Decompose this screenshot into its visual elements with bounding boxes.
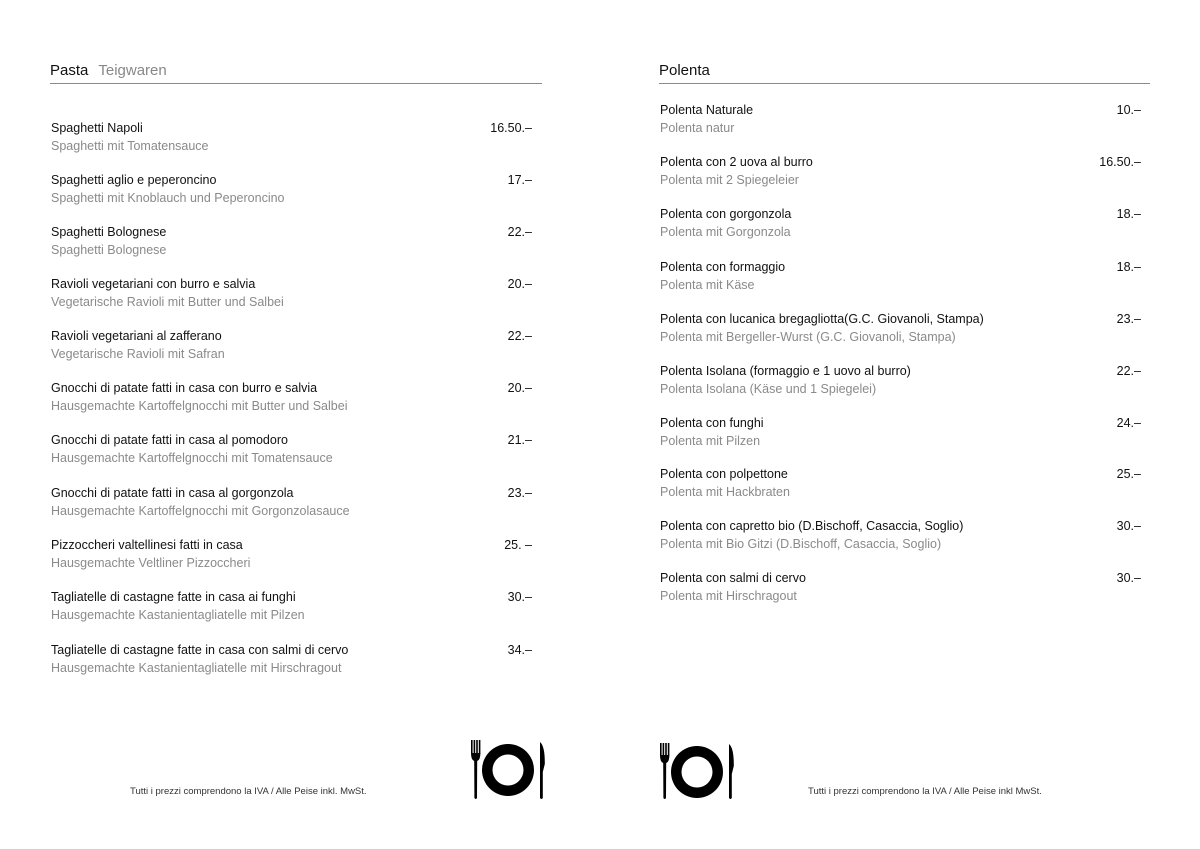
cutlery-plate-icon [659,740,735,800]
item-name: Spaghetti Bolognese [51,225,167,239]
item-price: 16.50.– [1099,155,1141,169]
item-name: Pizzoccheri valtellinesi fatti in casa [51,538,243,552]
item-name: Tagliatelle di castagne fatte in casa ai funghi [51,590,296,604]
vat-note: Tutti i prezzi comprendono la IVA / Alle Peise inkl MwSt. [808,786,1042,797]
menu-item [51,486,542,526]
item-price: 18.– [1116,207,1141,221]
item-name: Polenta con formaggio [660,260,786,274]
item-description: Hausgemachte Veltliner Pizzoccheri [51,556,251,570]
item-price: 24.– [1116,416,1141,430]
item-price: 30.– [1116,519,1141,533]
item-name: Gnocchi di patate fatti in casa al gorgonzola [51,486,294,500]
menu-item [660,519,1150,559]
section-subtitle: Teigwaren [98,62,167,79]
item-description: Polenta mit Bergeller-Wurst (G.C. Giovanoli, Stampa) [660,330,956,344]
item-name: Gnocchi di patate fatti in casa al pomodoro [51,433,288,447]
item-name: Spaghetti Napoli [51,121,143,135]
item-price: 30.– [1116,571,1141,585]
item-price: 18.– [1116,260,1141,274]
menu-item [660,207,1150,247]
item-price: 22.– [507,329,532,343]
item-price: 10.– [1116,103,1141,117]
item-price: 34.– [507,643,532,657]
item-description: Vegetarische Ravioli mit Safran [51,347,225,361]
item-name: Gnocchi di patate fatti in casa con burro e salvia [51,381,318,395]
item-name: Polenta Isolana (formaggio e 1 uovo al burro) [660,364,911,378]
item-price: 23.– [507,486,532,500]
item-description: Polenta Isolana (Käse und 1 Spiegelei) [660,382,877,396]
menu-item [660,571,1150,611]
item-price: 23.– [1116,312,1141,326]
section-title: Polenta [659,62,710,79]
item-price: 25.– [1116,467,1141,481]
item-name: Ravioli vegetariani al zafferano [51,329,222,343]
item-price: 22.– [1116,364,1141,378]
item-name: Ravioli vegetariani con burro e salvia [51,277,256,291]
menu-item [51,225,542,265]
item-price: 20.– [507,381,532,395]
item-name: Polenta con gorgonzola [660,207,792,221]
item-description: Spaghetti mit Tomatensauce [51,139,209,153]
item-description: Polenta natur [660,121,735,135]
item-description: Hausgemachte Kartoffelgnocchi mit Tomatensauce [51,451,333,465]
item-description: Hausgemachte Kartoffelgnocchi mit Gorgonzolasauce [51,504,350,518]
item-description: Polenta mit Bio Gitzi (D.Bischoff, Casaccia, Soglio) [660,537,942,551]
menu-item [51,433,542,473]
item-price: 20.– [507,277,532,291]
item-price: 25. – [504,538,532,552]
item-price: 22.– [507,225,532,239]
item-description: Hausgemachte Kastanientagliatelle mit Pilzen [51,608,305,622]
item-description: Vegetarische Ravioli mit Butter und Salbei [51,295,284,309]
item-price: 21.– [507,433,532,447]
cutlery-plate-icon [470,740,546,800]
menu-item [660,467,1150,507]
item-description: Polenta mit Hirschragout [660,589,797,603]
menu-item [660,103,1150,143]
item-description: Polenta mit 2 Spiegeleier [660,173,799,187]
vat-note: Tutti i prezzi comprendono la IVA / Alle Peise inkl. MwSt. [130,786,367,797]
menu-item [660,155,1150,195]
item-name: Polenta con lucanica bregagliotta(G.C. Giovanoli, Stampa) [660,312,984,326]
item-name: Polenta con salmi di cervo [660,571,806,585]
menu-item [51,329,542,369]
item-name: Polenta con funghi [660,416,764,430]
item-name: Polenta con polpettone [660,467,788,481]
item-description: Hausgemachte Kastanientagliatelle mit Hirschragout [51,661,342,675]
menu-item [660,260,1150,300]
section-title: Pasta [50,62,89,79]
item-price: 16.50.– [490,121,532,135]
item-name: Spaghetti aglio e peperoncino [51,173,217,187]
pasta-section-heading [50,62,542,84]
item-description: Spaghetti Bolognese [51,243,167,257]
menu-item [51,173,542,213]
item-price: 17.– [507,173,532,187]
item-description: Polenta mit Hackbraten [660,485,790,499]
menu-item [51,381,542,421]
menu-item [660,312,1150,352]
item-description: Spaghetti mit Knoblauch und Peperoncino [51,191,285,205]
menu-item [51,643,542,683]
item-description: Polenta mit Pilzen [660,434,761,448]
menu-item [51,277,542,317]
menu-item [51,590,542,630]
item-description: Polenta mit Gorgonzola [660,225,791,239]
item-name: Polenta Naturale [660,103,754,117]
polenta-section-heading [659,62,1150,84]
item-name: Tagliatelle di castagne fatte in casa con salmi di cervo [51,643,349,657]
menu-item [51,538,542,578]
menu-item [660,416,1150,456]
item-description: Polenta mit Käse [660,278,755,292]
item-name: Polenta con 2 uova al burro [660,155,813,169]
item-name: Polenta con capretto bio (D.Bischoff, Casaccia, Soglio) [660,519,964,533]
menu-item [51,121,542,161]
item-description: Hausgemachte Kartoffelgnocchi mit Butter und Salbei [51,399,348,413]
item-price: 30.– [507,590,532,604]
menu-item [660,364,1150,404]
